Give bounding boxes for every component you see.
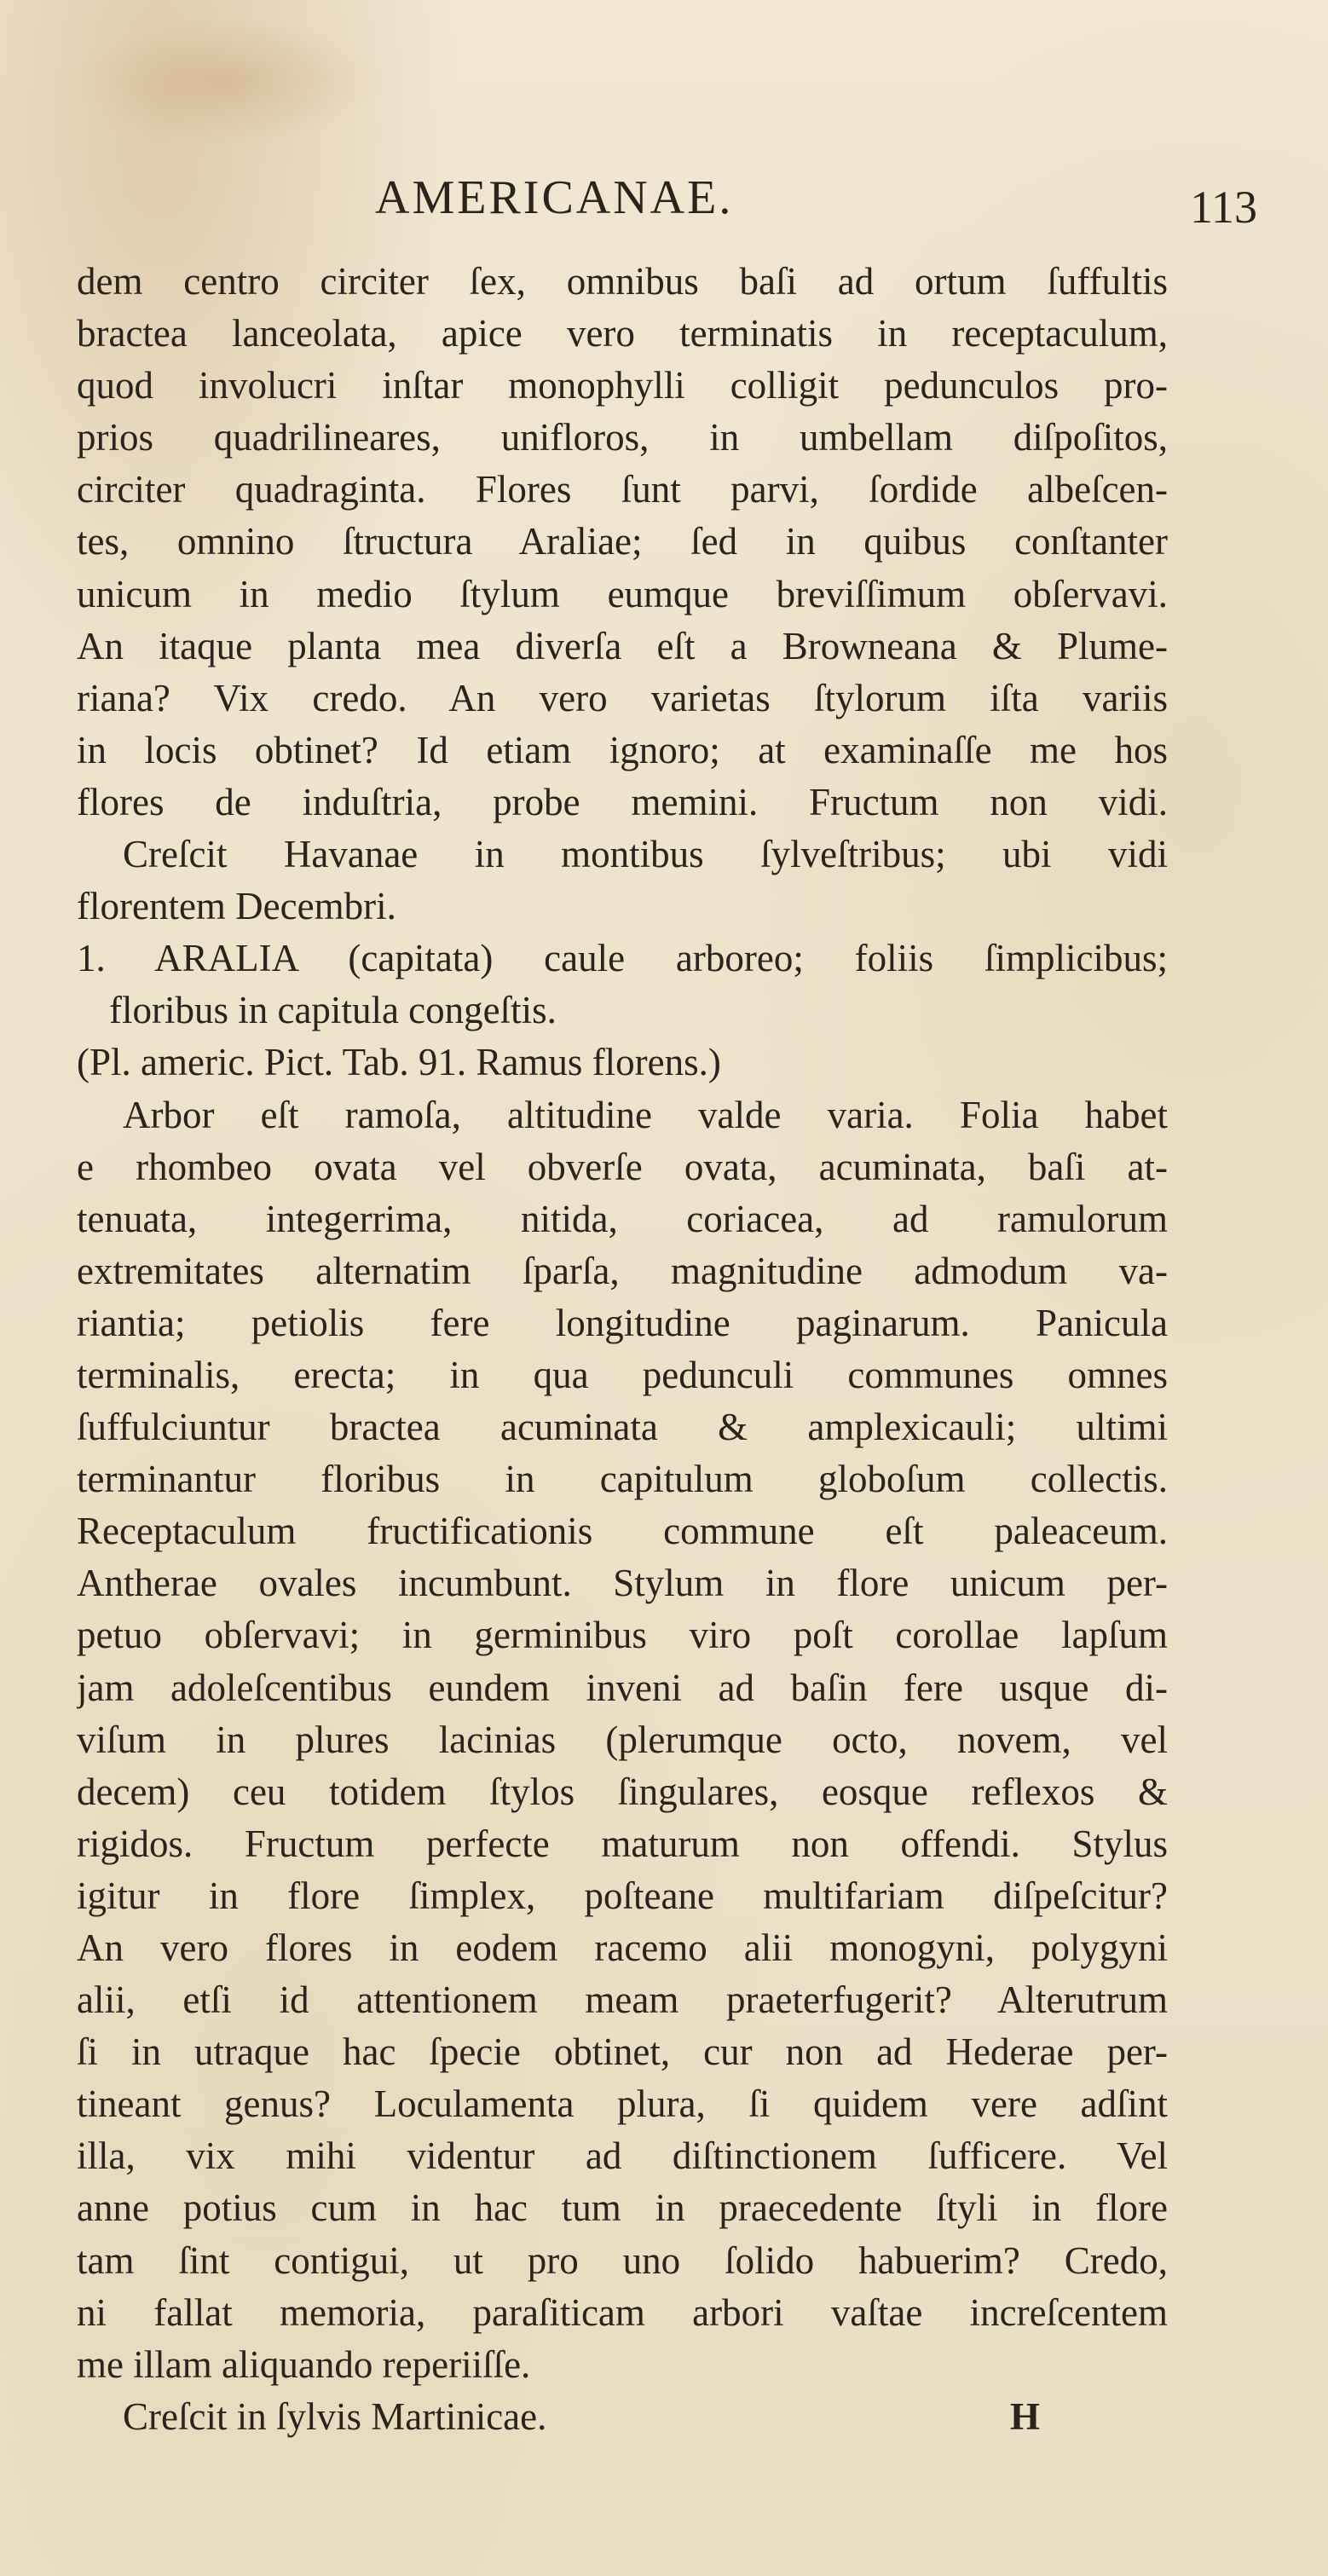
text-line: An itaque planta mea diverſa eſt a Browneana & Plume- [77,624,1168,667]
text-line: florentem Decembri. [77,885,396,928]
text-line: Receptaculum fructificationis commune eſt paleaceum. [77,1510,1168,1553]
text-line: tam ſint contigui, ut pro uno ſolido habuerim? Credo, [77,2238,1168,2282]
text-line: terminantur floribus in capitulum globoſum collectis. [77,1458,1168,1501]
text-line: anne potius cum in hac tum in praecedente ſtyli in flore [77,2186,1168,2230]
plate-reference: (Pl. americ. Pict. Tab. 91. Ramus florens.) [77,1041,721,1084]
text-line: circiter quadraginta. Flores ſunt parvi, ſordide albeſcen- [77,468,1168,511]
page-number: 113 [1190,182,1257,233]
text-line: tineant genus? Loculamenta plura, ſi quidem vere adſint [77,2082,1168,2126]
text-line: dem centro circiter ſex, omnibus baſi ad ortum ſuffultis [77,260,1168,303]
text-line: petuo obſervavi; in germinibus viro poſt corollae lapſum [77,1614,1168,1657]
text-line: ſi in utraque hac ſpecie obtinet, cur non ad Hederae per- [77,2030,1168,2074]
text-line: unicum in medio ſtylum eumque breviſſimum obſervavi. [77,572,1168,615]
text-line: riantia; petiolis fere longitudine paginarum. Panicula [77,1301,1168,1344]
text-line: igitur in flore ſimplex, poſteane multifariam diſpeſcitur? [77,1874,1168,1917]
text-line: in locis obtinet? Id etiam ignoro; at examinaſſe me hos [77,728,1168,771]
paper-stain [77,17,384,145]
text-line: riana? Vix credo. An vero varietas ſtylorum iſta variis [77,676,1168,719]
text-line: jam adoleſcentibus eundem inveni ad baſin fere usque di- [77,1666,1168,1709]
running-head: AMERICANAE. [375,171,734,224]
text-line: decem) ceu totidem ſtylos ſingulares, eosque reflexos & [77,1770,1168,1813]
text-line: ſuffulciuntur bractea acuminata & amplexicauli; ultimi [77,1406,1168,1449]
page-header [0,170,1328,239]
text-line: Creſcit Havanae in montibus ſylveſtribus; ubi vidi [123,833,1168,876]
text-line: viſum in plures lacinias (plerumque octo, novem, vel [77,1718,1168,1761]
species-heading: 1. ARALIA (capitata) caule arboreo; foliis ſimplicibus; [77,937,1168,980]
signature-mark: H [1009,2394,1040,2438]
text-line: tes, omnino ſtructura Araliae; ſed in quibus conſtanter [77,520,1168,563]
text-line: e rhombeo ovata vel obverſe ovata, acuminata, baſi at- [77,1145,1168,1188]
text-line: terminalis, erecta; in qua pedunculi communes omnes [77,1353,1168,1396]
text-line: alii, etſi id attentionem meam praeterfugerit? Alterutrum [77,1978,1168,2022]
closing-line [77,2391,1168,2443]
closing-text: Creſcit in ſylvis Martinicae. [123,2394,547,2438]
text-line: flores de induſtria, probe memini. Fructum non vidi. [77,780,1168,823]
text-line: extremitates alternatim ſparſa, magnitudine admodum va- [77,1249,1168,1292]
text-line: quod involucri inſtar monophylli colligit pedunculos pro- [77,364,1168,407]
text-line: Arbor eſt ramoſa, altitudine valde varia. Folia habet [123,1093,1168,1136]
text-line: bractea lanceolata, apice vero terminatis in receptaculum, [77,312,1168,355]
body-text [77,256,1168,2443]
text-line: prios quadrilineares, unifloros, in umbellam diſpoſitos, [77,416,1168,459]
text-line: illa, vix mihi videntur ad diſtinctionem ſufficere. Vel [77,2134,1168,2178]
text-line: rigidos. Fructum perfecte maturum non offendi. Stylus [77,1822,1168,1865]
text-line: ni fallat memoria, paraſiticam arbori vaſtae increſcentem [77,2290,1168,2334]
text-line: tenuata, integerrima, nitida, coriacea, ad ramulorum [77,1197,1168,1240]
text-line: me illam aliquando reperiiſſe. [77,2342,531,2386]
text-line: An vero flores in eodem racemo alii monogyni, polygyni [77,1926,1168,1969]
species-heading-cont: floribus in capitula congeſtis. [109,989,557,1032]
text-line: Antherae ovales incumbunt. Stylum in flore unicum per- [77,1562,1168,1605]
